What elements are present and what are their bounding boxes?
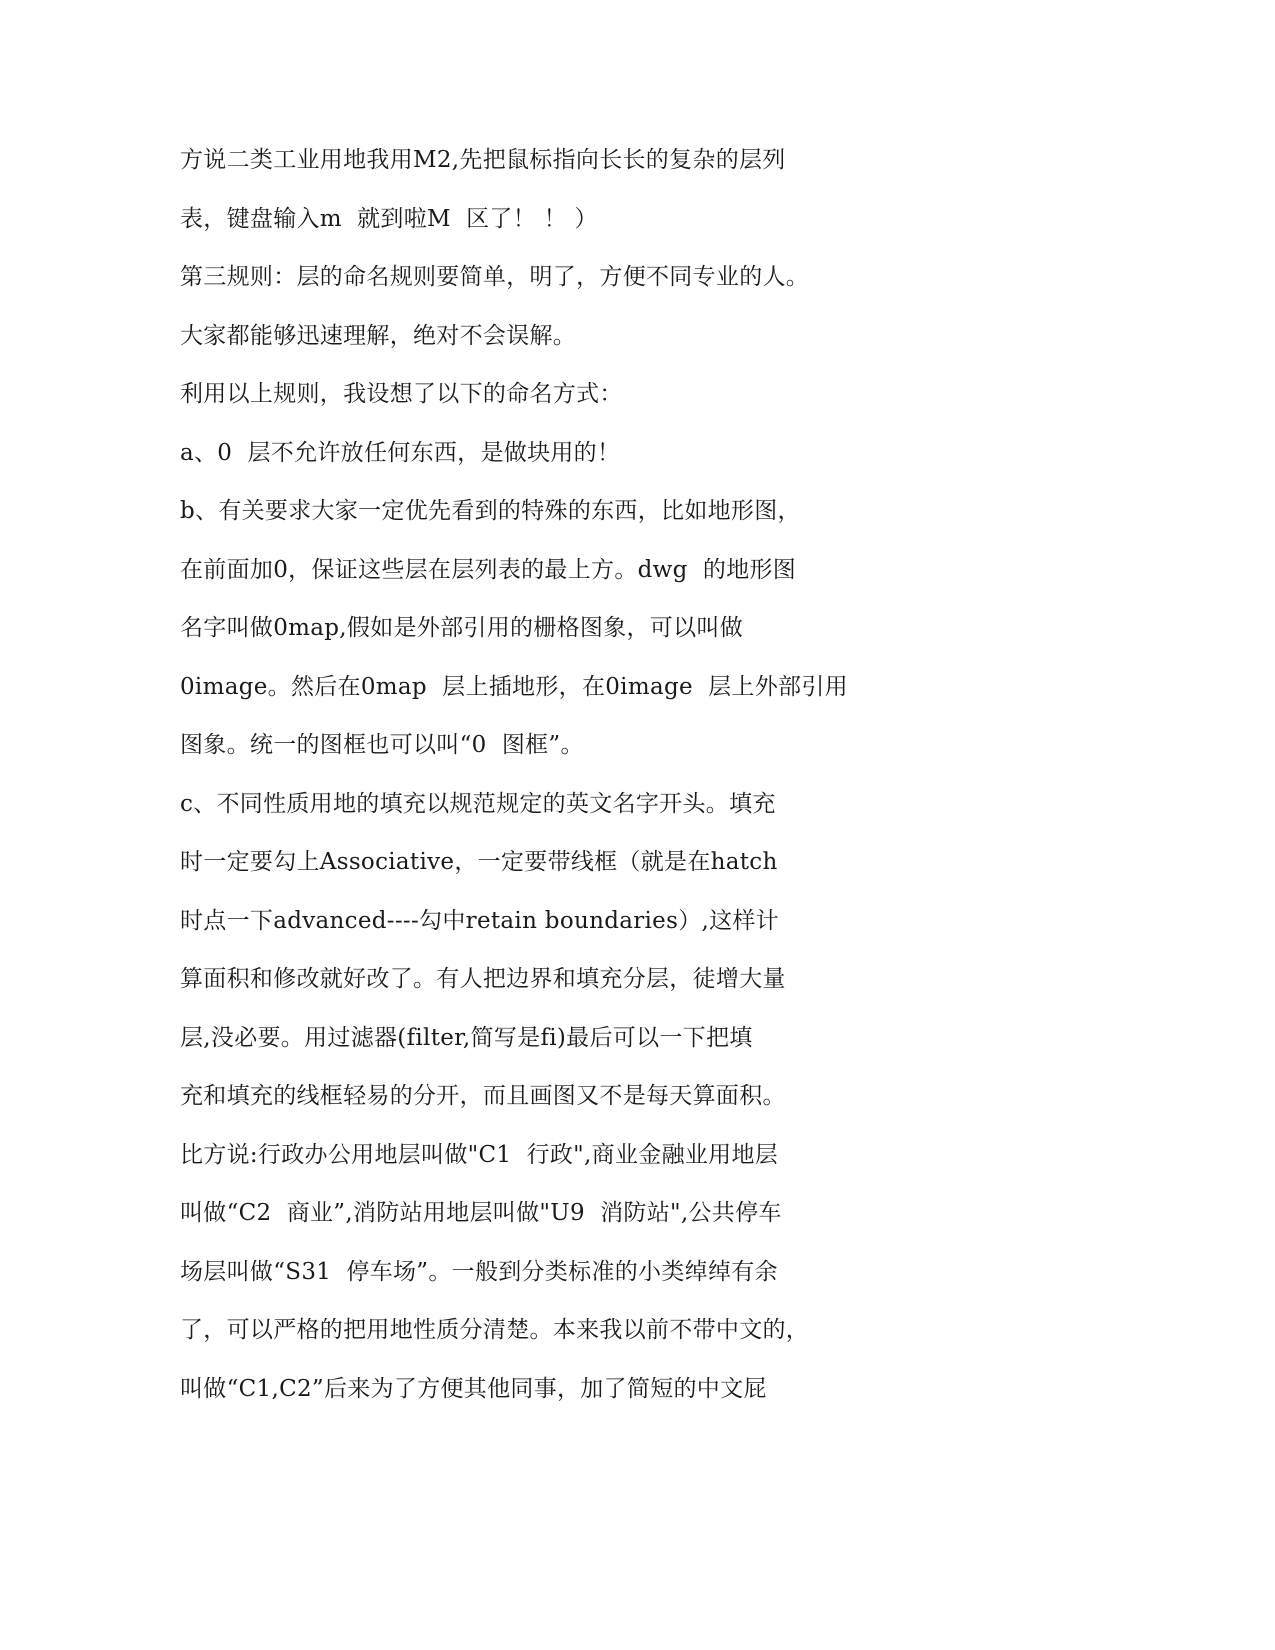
text-line: a、0 层不允许放任何东西，是做块用的！ (180, 439, 621, 466)
text-line: 0image。然后在0map 层上插地形，在0image 层上外部引用 (180, 673, 848, 700)
text-line: 场层叫做“S31 停车场”。一般到分类标准的小类绰绰有余 (180, 1258, 778, 1285)
text-line: 了，可以严格的把用地性质分清楚。本来我以前不带中文的， (180, 1317, 810, 1343)
text-line: 时点一下advanced----勾中retain boundaries）,这样计 (180, 907, 780, 934)
text-line: 方说二类工业用地我用M2,先把鼠标指向长长的复杂的层列 (180, 147, 786, 173)
text-line: 比方说:行政办公用地层叫做"C1 行政",商业金融业用地层 (180, 1141, 779, 1168)
text-line: 图象。统一的图框也可以叫“0 图框”。 (180, 732, 584, 758)
text-line: b、有关要求大家一定优先看到的特殊的东西，比如地形图， (180, 498, 801, 524)
text-line: c、不同性质用地的填充以规范规定的英文名字开头。填充 (180, 790, 776, 817)
text-line: 利用以上规则，我设想了以下的命名方式： (180, 381, 623, 407)
text-line: 充和填充的线框轻易的分开，而且画图又不是每天算面积。 (180, 1083, 786, 1109)
text-line: 大家都能够迅速理解，绝对不会误解。 (180, 322, 577, 349)
text-line: 在前面加0，保证这些层在层列表的最上方。dwg 的地形图 (180, 556, 797, 583)
text-line: 算面积和修改就好改了。有人把边界和填充分层，徒增大量 (180, 966, 786, 992)
text-line: 时一定要勾上Associative，一定要带线框（就是在hatch (180, 849, 778, 875)
body-text (180, 138, 1080, 1425)
text-line: 第三规则：层的命名规则要简单，明了，方便不同专业的人。 (180, 264, 810, 290)
text-line: 层,没必要。用过滤器(filter,简写是fi)最后可以一下把填 (180, 1024, 753, 1051)
text-line: 名字叫做0map,假如是外部引用的栅格图象，可以叫做 (180, 615, 743, 641)
text-line: 叫做“C2 商业”,消防站用地层叫做"U9 消防站",公共停车 (180, 1200, 782, 1226)
text-line: 叫做“C1,C2”后来为了方便其他同事，加了简短的中文屁 (180, 1375, 767, 1402)
text-line: 表，键盘输入m 就到啦M 区了！ ！ ） (180, 205, 598, 232)
